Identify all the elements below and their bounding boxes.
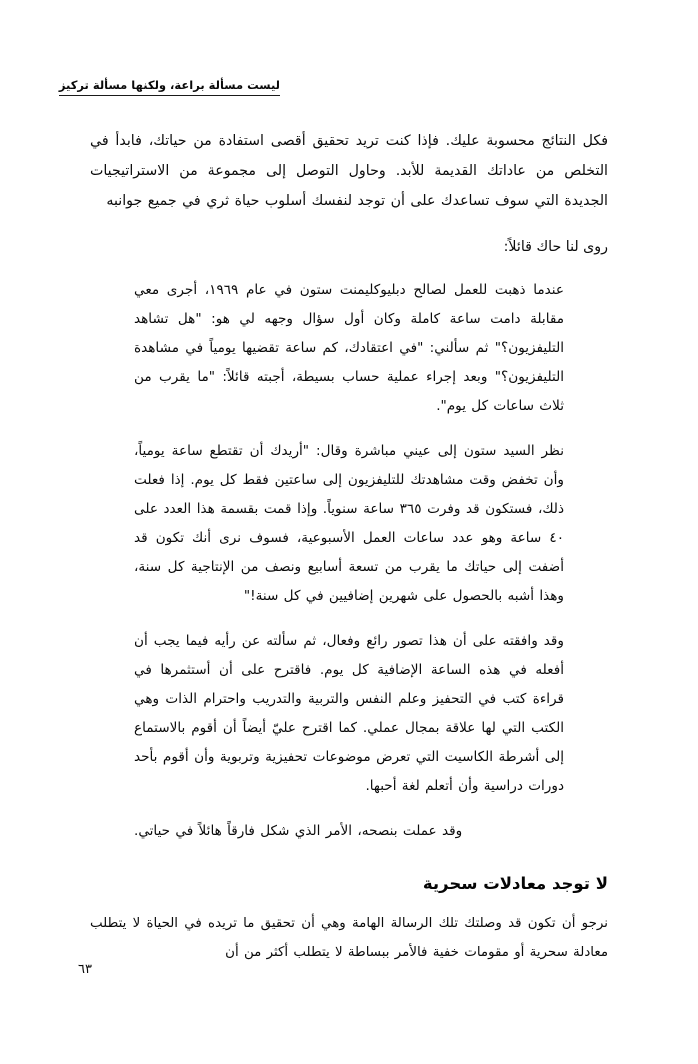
text-column <box>90 126 608 967</box>
running-header-text: ليست مسألة براعة، ولكنها مسألة تركيز <box>59 79 280 96</box>
running-header <box>58 74 280 96</box>
paragraph-opening: فكل النتائج محسوبة عليك. فإذا كنت تريد تحقيق أقصى استفادة من حياتك، فابدأ في التخلص من عاداتك القديمة للأبد. وحاول التوصل إلى مجموعة من الاستراتيجيات الجديدة التي سوف تساعدك على أن توجد لنفسك أسلوب حياة ثري في جميع جوانبه <box>90 133 608 209</box>
quote-block <box>134 276 564 846</box>
quote-paragraph-1: عندما ذهبت للعمل لصالح دبليوكليمنت ستون في عام ١٩٦٩، أجرى معي مقابلة دامت ساعة كاملة وكان أول سؤال وجهه لي هو: "هل تشاهد التليفزيون؟" ثم سألني: "في اعتقادك، كم ساعة تقضيها يومياً في مشاهدة التليفزيون؟" وبعد إجراء عملية حساب بسيطة، أجبته قائلاً: "ما يقرب من ثلاث ساعات كل يوم". <box>134 282 564 414</box>
quote-paragraph-2: نظر السيد ستون إلى عيني مباشرة وقال: "أريدك أن تقتطع ساعة يومياً، وأن تخفض وقت مشاهدتك للتليفزيون إلى ساعتين فقط كل يوم. إذا فعلت ذلك، فستكون قد وفرت ٣٦٥ ساعة سنوياً. وإذا قمت بقسمة هذا العدد على ٤٠ ساعة وهو عدد ساعات العمل الأسبوعية، فسوف نرى أنك تكون قد أضفت إلى حياتك ما يقرب من تسعة أسابيع ونصف من الإنتاجية كل سنة، وهذا أشبه بالحصول على شهرين إضافيين في كل سنة!" <box>134 443 564 604</box>
quote-paragraph-4: وقد عملت بنصحه، الأمر الذي شكل فارقاً هائلاً في حياتي. <box>134 823 463 839</box>
quote-paragraph-3: وقد وافقته على أن هذا تصور رائع وفعال، ثم سألته عن رأيه فيما يجب أن أفعله في هذه الساعة الإضافية كل يوم. فاقترح على أن أستثمرها في قراءة كتب في التحفيز وعلم النفس والتربية والتدريب واحترام الذات وهي الكتب التي لها علاقة بمجال عملي. كما اقترح عليّ أيضاً أن أقوم بالاستماع إلى أشرطة الكاسيت التي تعرض موضوعات تحفيزية وتربوية وأن أقوم بأحد دورات دراسية وأن أتعلم لغة أحبها. <box>134 633 564 794</box>
paragraph-closing: نرجو أن تكون قد وصلتك تلك الرسالة الهامة وهي أن تحقيق ما تريده في الحياة لا يتطلب معادلة سحرية أو مقومات خفية فالأمر ببساطة لا يتطلب أكثر من أن <box>90 916 608 961</box>
section-heading: لا توجد معادلات سحرية <box>422 874 608 893</box>
page-number: ٦٣ <box>78 962 92 977</box>
paragraph-lead-line: روى لنا حاك قائلاً: <box>503 239 608 255</box>
